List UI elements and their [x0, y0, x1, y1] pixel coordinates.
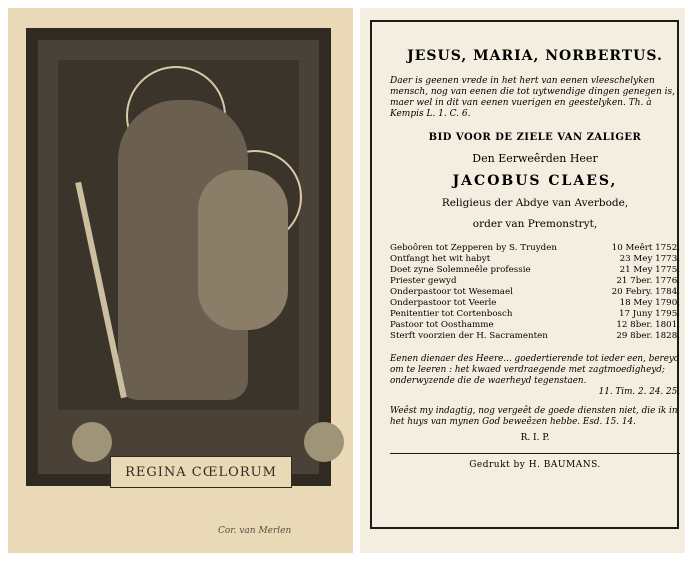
life-event-row: Pastoor tot Oosthamme 12 8ber. 1801. — [390, 320, 680, 330]
memorial-card-text-panel — [360, 8, 685, 553]
engraving-panel — [8, 8, 353, 553]
prayer-1-text: Eenen dienaer des Heere... goedertierende tot ieder een, bereyd om te leeren : het kwaed verdraegende met zagtmoedigheyd; onderwyzende die de waerheyd tegenstaen. — [390, 354, 680, 386]
life-events-list — [390, 243, 680, 342]
ornamental-frame — [26, 28, 331, 486]
life-event-row: Ontfangt het wit habyt 23 Mey 1773. — [390, 254, 680, 264]
cherub-right — [304, 422, 344, 462]
religious-order-line-2: order van Premonstryt, — [472, 218, 598, 230]
heading: JESUS, MARIA, NORBERTUS. — [407, 48, 663, 64]
deceased-name: JACOBUS CLAES, — [452, 173, 618, 189]
life-event-row: Geboôren tot Zepperen by S. Truyden 10 Meêrt 1752. — [390, 243, 680, 253]
rip: R. I. P. — [520, 433, 550, 443]
divider — [390, 453, 680, 454]
child-figure — [198, 170, 288, 330]
life-event-row: Onderpastoor tot Wesemael 20 Febry. 1784. — [390, 287, 680, 297]
madonna-and-child-engraving — [58, 60, 299, 410]
kempis-quote: Daer is geenen vrede in het hert van eenen vleeschelyken mensch, nog van eenen die tot uytwendige dingen genegen is, maer wel in dit van eenen vuerigen en geestelyken. Th. à Kempis L. 1. C. 6. — [390, 76, 675, 119]
cherub-left — [72, 422, 112, 462]
engraver-signature: Cor. van Merlen — [218, 526, 292, 536]
printer-line: Gedrukt by H. BAUMANS. — [469, 460, 601, 470]
prayer-1 — [390, 354, 680, 398]
life-event-row: Onderpastoor tot Veerle 18 Mey 1790. — [390, 298, 680, 308]
bid-line: BID VOOR DE ZIELE VAN ZALIGER — [428, 132, 642, 143]
religious-order-line-1: Religieus der Abdye van Averbode, — [441, 197, 629, 209]
text-border — [370, 20, 679, 529]
life-event-row: Penitentier tot Cortenbosch 17 Juny 1795. — [390, 309, 680, 319]
card-content — [390, 40, 680, 470]
prayer-2: Weêst my indagtig, nog vergeêt de goede diensten niet, die ik in het huys van mynen God beweêzen hebbe. Esd. 15. 14. — [390, 406, 678, 427]
life-event-row: Doet zyne Solemneêle professie 21 Mey 1775. — [390, 265, 680, 275]
prayer-1-reference: 11. Tim. 2. 24. 25. — [598, 387, 680, 397]
heer-line: Den Eerweêrden Heer — [472, 152, 598, 165]
life-event-row: Priester gewyd 21 7ber. 1776. — [390, 276, 680, 286]
regina-coelorum-inscription: REGINA CŒLORUM — [110, 456, 292, 488]
life-event-row: Sterft voorzien der H. Sacramenten 29 8ber. 1828. — [390, 331, 680, 341]
inner-frame — [38, 40, 319, 480]
